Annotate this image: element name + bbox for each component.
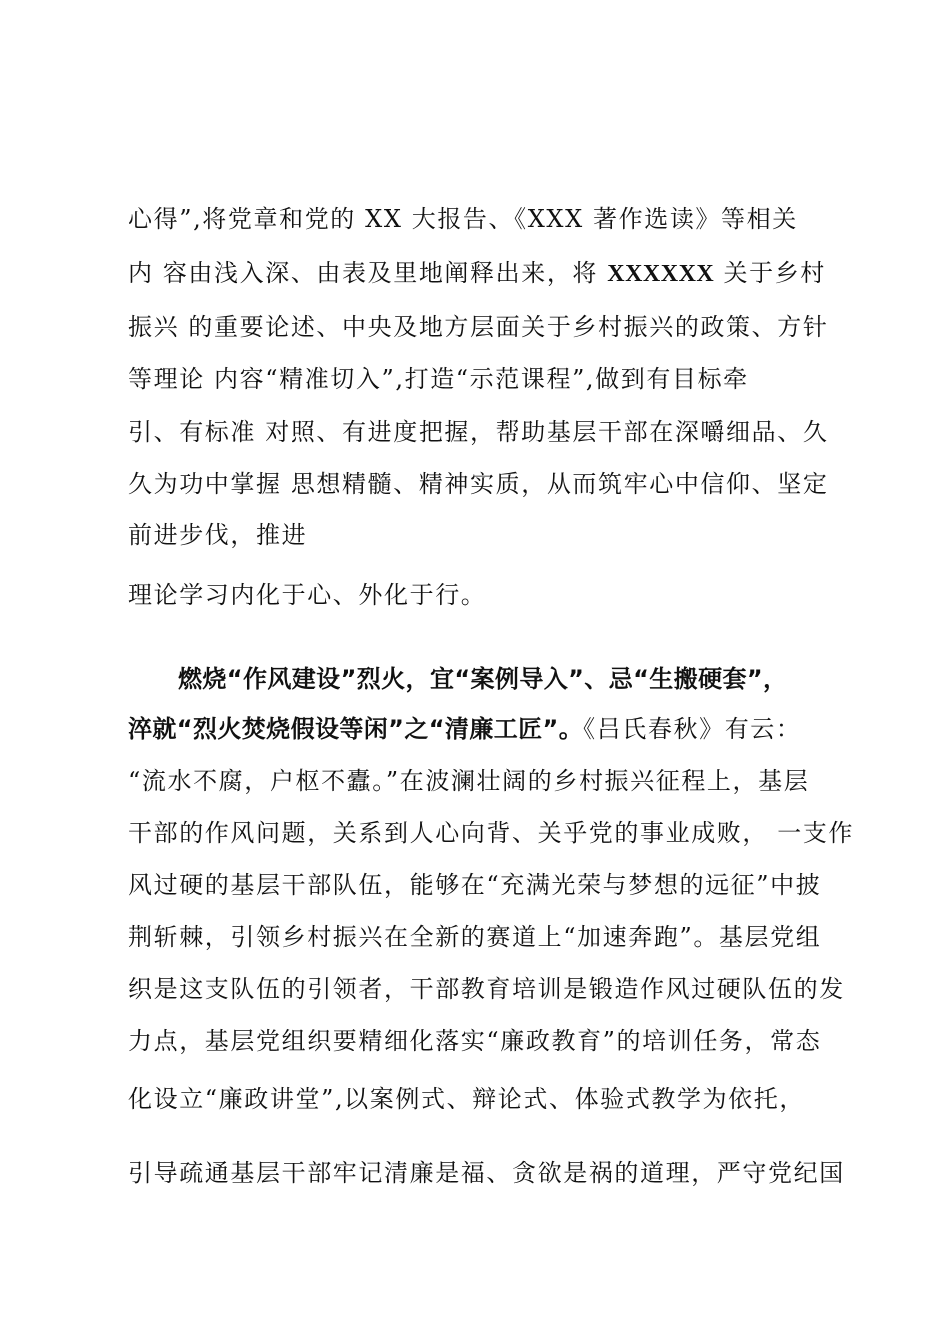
paragraph-2-line-9: 化设立“廉政讲堂”,以案例式、辩论式、体验式教学为依托， <box>128 1085 805 1113</box>
paragraph-1-line-2 <box>128 258 828 289</box>
paragraph-2-line-5: 风过硬的基层干部队伍，能够在“充满光荣与梦想的远征”中披 <box>128 871 822 899</box>
paragraph-1-line-7: 前进步伐，推进 <box>128 521 308 549</box>
paragraph-2-heading-line-1: 燃烧“作风建设”烈火，宜“案例导入”、忌“生搬硬套”， <box>178 665 788 693</box>
paragraph-2-line-4: 干部的作风问题，关系到人心向背、关乎党的事业成败， 一支作 <box>128 819 855 847</box>
paragraph-2-line-8: 力点，基层党组织要精细化落实“廉政教育”的培训任务，常态 <box>128 1027 822 1055</box>
paragraph-1-line-1: 心得”,将党章和党的 XX 大报告、《XXX 著作选读》等相关 <box>128 205 798 233</box>
paragraph-2-line-7: 织是这支队伍的引领者，干部教育培训是锻造作风过硬队伍的发 <box>128 975 845 1003</box>
paragraph-2-line-6: 荆斩棘，引领乡村振兴在全新的赛道上“加速奔跑”。基层党组 <box>128 923 822 951</box>
paragraph-1-line-5: 引、有标准 对照、有进度把握，帮助基层干部在深嚼细品、久 <box>128 418 829 446</box>
paragraph-1-line-8: 理论学习内化于心、外化于行。 <box>128 581 487 609</box>
paragraph-2-heading-line-2: 淬就“烈火焚烧假设等闲”之“清廉工匠”。 <box>128 715 584 743</box>
paragraph-2-line-2-text: 《吕氏春秋》有云： <box>583 715 802 743</box>
paragraph-1-line-2-text-c: 关于乡村 <box>714 259 826 287</box>
paragraph-1-line-6: 久为功中掌握 思想精髓、精神实质，从而筑牢心中信仰、坚定 <box>128 470 829 498</box>
paragraph-2-line-3: “流水不腐，户枢不蠹。”在波澜壮阔的乡村振兴征程上，基层 <box>128 767 810 795</box>
paragraph-1-line-2-text-a: 内 容由浅入深、由表及里地阐释出来，将 <box>128 259 608 287</box>
paragraph-1-line-3: 振兴 的重要论述、中央及地方层面关于乡村振兴的政策、方针 <box>128 313 829 341</box>
paragraph-1-line-2-bold-term: XXXXXX <box>607 261 715 287</box>
paragraph-1-line-4: 等理论 内容“精准切入”,打造“示范课程”,做到有目标牵 <box>128 365 749 393</box>
paragraph-2-line-10: 引导疏通基层干部牢记清廉是福、贪欲是祸的道理，严守党纪国 <box>128 1159 845 1187</box>
paragraph-2-line-2 <box>128 714 828 744</box>
